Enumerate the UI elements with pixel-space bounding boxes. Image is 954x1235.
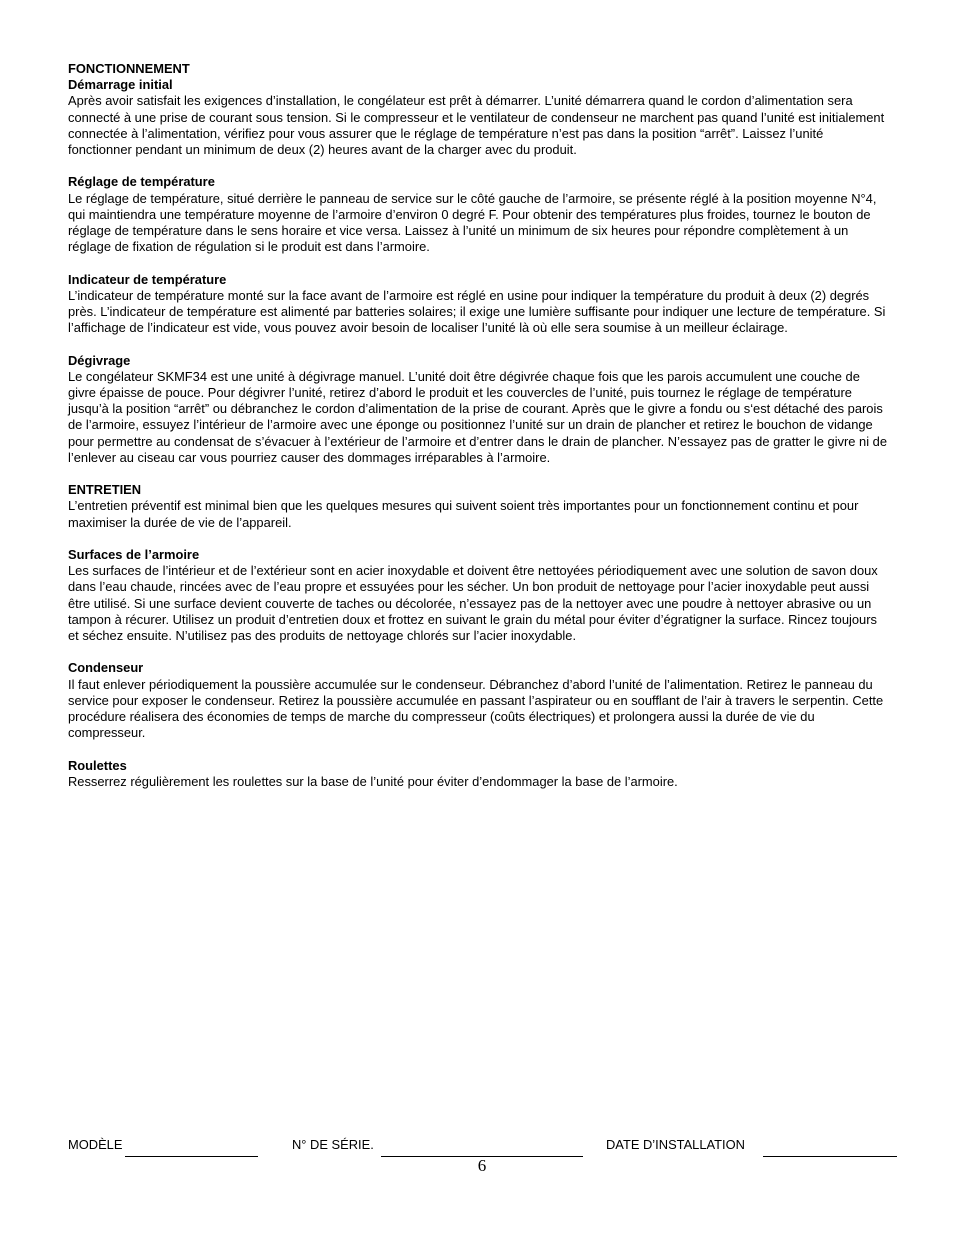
section-reglage	[68, 174, 890, 255]
section-title: ENTRETIEN	[68, 482, 142, 498]
section-entretien	[68, 482, 890, 531]
section-body: L’indicateur de température monté sur la face avant de l’armoire est réglé en usine pour indiquer la température du produit à deux (2) degrés près. L’indicateur de température est alimenté par batteries solaires; il exige une lumière suffisante pour indiquer une lecture de température. Si l’affichage de l’indicateur est vide, vous pouvez avoir besoin de localiser l’unité là où elle sera soumise à un meilleur éclairage.	[68, 287, 886, 336]
page-number: 6	[477, 1156, 487, 1175]
section-body: Le réglage de température, situé derrière le panneau de service sur le côté gauche de l’armoire, se présente réglé à la position moyenne N°4, qui maintiendra une température moyenne de l’armoire d’environ 0 degré F. Pour obtenir des températures plus froides, tournez le bouton de réglage de température dans le sens horaire et vice versa. Laissez à l’unité un minimum de six heures pour répondre complètement à un réglage de fixation de régulation si le produit est dans l’armoire.	[68, 190, 877, 255]
section-body: Resserrez régulièrement les roulettes sur la base de l’unité pour éviter d’endommager la base de l’armoire.	[68, 773, 678, 789]
serial-label: N° DE SÉRIE.	[292, 1137, 374, 1152]
section-body: L’entretien préventif est minimal bien que les quelques mesures qui suivent soient très importantes pour un fonctionnement continu et pour maximiser la durée de vie de l’appareil.	[68, 498, 859, 530]
section-body: Les surfaces de l’intérieur et de l’extérieur sont en acier inoxydable et doivent être nettoyées périodiquement avec une solution de savon doux dans l’eau chaude, rincées avec de l’eau propre et essuyées pour les sécher. Un bon produit de nettoyage pour l’acier inoxydable peut aussi être utilisé. Si une surface devient couverte de taches ou décolorée, n’essayez pas de la nettoyer avec une poudre à nettoyer abrasive ou un tampon à récurer. Utilisez un produit d’entretien doux et frottez en suivant le grain du métal pour éviter d’égratigner la surface. Rincez toujours et séchez ensuite. N’utilisez pas des produits de nettoyage chlorés sur l’acier inoxydable.	[68, 563, 878, 644]
section-condenseur	[68, 660, 890, 741]
section-body: Après avoir satisfait les exigences d’installation, le congélateur est prêt à démarrer. L’unité démarrera quand le cordon d’alimentation sera connecté à une prise de courant sous tension. Si le compresseur et le ventilateur de condenseur ne marchent pas quand l’unité est initialement connectée à l’alimentation, vérifiez pour vous assurer que le réglage de température n’est pas dans la position “arrêt”. Laissez l’unité fonctionner pendant un minimum de deux (2) heures avant de la charger avec du produit.	[68, 93, 885, 158]
section-subtitle: Démarrage initial	[68, 77, 173, 93]
section-title: FONCTIONNEMENT	[68, 61, 190, 76]
section-fonctionnement	[68, 61, 890, 158]
section-surfaces	[68, 547, 890, 644]
section-body: Il faut enlever périodiquement la poussière accumulée sur le condenseur. Débranchez d’abord l’unité de l’alimentation. Retirez le panneau du service pour exposer le condenseur. Retirez la poussière accumulée en passant l’aspirateur ou en soufflant de l’air à travers le serpentin. Cette procédure réalisera des économies de temps de marche du compresseur (coûts électriques) et prolongera aussi la durée de vie du compresseur.	[68, 676, 884, 741]
model-line[interactable]	[125, 1156, 258, 1157]
section-body: Le congélateur SKMF34 est une unité à dégivrage manuel. L’unité doit être dégivrée chaque fois que les parois accumulent une couche de givre épaisse de pouce. Pour dégivrer l’unité, retirez d’abord le produit et les couvercles de l’unité, puis tournez le réglage de température jusqu’à la position “arrêt” ou débranchez le cordon d’alimentation de la prise de courant. Après que le givre a fondu ou s‘est détaché des parois de l’armoire, essuyez l’intérieur de l’armoire avec une éponge ou positionnez l’unité sur un drain de plancher et retirez le bouchon de vidange pour permettre au condensat de s’évacuer à l’extérieur de l’armoire et d’entrer dans le drain de plancher. N’essayez pas de gratter le givre ni de l’enlever au ciseau car vous pourriez causer des dommages irréparables à l’armoire.	[68, 368, 888, 465]
section-degivrage	[68, 353, 890, 466]
section-title: Surfaces de l’armoire	[68, 547, 200, 563]
section-title: Roulettes	[68, 757, 127, 773]
section-roulettes	[68, 758, 890, 790]
section-title: Dégivrage	[68, 352, 131, 368]
section-indicateur	[68, 272, 890, 337]
section-title: Indicateur de température	[68, 271, 227, 287]
section-title: Réglage de température	[68, 174, 215, 190]
section-title: Condenseur	[68, 660, 144, 676]
install-date-line[interactable]	[763, 1156, 897, 1157]
model-label: MODÈLE	[68, 1137, 123, 1152]
document-body	[68, 61, 890, 806]
install-date-label: DATE D’INSTALLATION	[606, 1137, 745, 1152]
footer-fields	[0, 1137, 954, 1157]
